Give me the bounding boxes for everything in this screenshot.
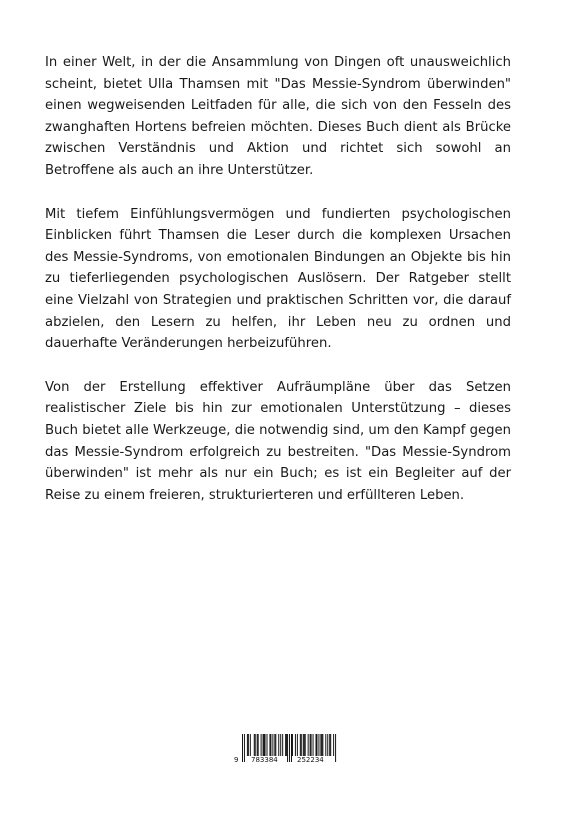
barcode-bar [295, 734, 296, 756]
barcode-bar [244, 734, 245, 762]
barcode-bar [267, 734, 268, 756]
barcode-bar [316, 734, 317, 756]
barcode-bar [325, 734, 326, 756]
barcode-bar [335, 734, 336, 762]
barcode-bar [265, 734, 266, 756]
barcode-first-digit: 9 [234, 756, 239, 764]
blurb-paragraph-1: In einer Welt, in der die Ansammlung von Dingen oft unausweichlich scheint, bietet Ulla Thamsen mit "Das Messie-Syndrom überwinden" einen wegweisenden Leitfaden für alle, die sich von den Fesseln des zwanghaften Hortens befreien möchten. Dieses Buch dient als Brücke zwischen Verständnis und Aktion und richtet sich sowohl an Betroffene als auch an ihre Unterstützer. [45, 55, 511, 178]
barcode-bar [263, 734, 264, 756]
barcode-bar [327, 734, 328, 756]
barcode-bar [255, 734, 256, 756]
barcode-bar [318, 734, 319, 756]
barcode-bar [320, 734, 321, 756]
barcode-bar [270, 734, 271, 756]
barcode-bar [285, 734, 286, 756]
blurb-text [45, 52, 511, 528]
barcode-bar [330, 734, 331, 756]
barcode-bar [297, 734, 298, 756]
blurb-paragraph-2: Mit tiefem Einfühlungsvermögen und fundierten psychologischen Einblicken führt Thamsen die Leser durch die komplexen Ursachen des Messie-Syndroms, von emotionalen Bindungen an Objekte bis hin zu tieferliegenden psychologischen Auslösern. Der Ratgeber stellt eine Vielzahl von Strategien und praktischen Schritten vor, die darauf abzielen, den Lesern zu helfen, ihr Leben neu zu ordnen und dauerhafte Veränderungen herbeizuführen. [45, 206, 511, 352]
barcode-bar [303, 734, 304, 756]
barcode-bar [304, 734, 305, 756]
barcode-bar [274, 734, 275, 756]
barcode-bars [234, 730, 338, 770]
barcode-bar [275, 734, 276, 756]
barcode-bar [287, 734, 288, 762]
barcode-bar [301, 734, 302, 756]
barcode-bar [310, 734, 311, 756]
barcode-bar [321, 734, 322, 756]
barcode-bar [316, 734, 317, 756]
barcode-bar [264, 734, 265, 756]
barcode-bar [289, 734, 290, 762]
barcode-bar [286, 734, 287, 756]
barcode-bar [308, 734, 309, 756]
barcode-bar [322, 734, 323, 756]
barcode-bar [272, 734, 273, 756]
barcode-bar [247, 734, 248, 756]
barcode-bar [333, 734, 334, 756]
barcode-bar [291, 734, 292, 762]
barcode-right-digits: 252234 [297, 756, 324, 764]
barcode-left-digits: 783384 [251, 756, 278, 764]
barcode-bar [269, 734, 270, 756]
barcode-bar [300, 734, 301, 756]
barcode-bar [292, 734, 293, 756]
barcode-bar [242, 734, 243, 762]
isbn-barcode [234, 730, 338, 770]
barcode-bar [278, 734, 279, 756]
barcode-bar [280, 734, 281, 756]
barcode-bar [313, 734, 314, 756]
barcode-bar [261, 734, 262, 756]
barcode-bar [258, 734, 259, 756]
barcode-bar [257, 734, 258, 756]
barcode-bar [282, 734, 283, 756]
barcode-bar [250, 734, 251, 756]
blurb-paragraph-3: Von der Erstellung effektiver Aufräumpläne über das Setzen realistischer Ziele bis hin zur emotionalen Unterstützung – dieses Buch bietet alle Werkzeuge, die notwendig sind, um den Kampf gegen das Messie-Syndrom erfolgreich zu bestreiten. "Das Messie-Syndrom überwinden" ist mehr als nur ein Buch; es ist ein Begleiter auf der Reise zu einem freieren, strukturierteren und erfüllteren Leben. [45, 379, 511, 503]
barcode-bar [329, 734, 330, 756]
barcode-bar [248, 734, 249, 756]
barcode-bar [254, 734, 255, 756]
barcode-bar [305, 734, 306, 756]
barcode-bar [311, 734, 312, 756]
